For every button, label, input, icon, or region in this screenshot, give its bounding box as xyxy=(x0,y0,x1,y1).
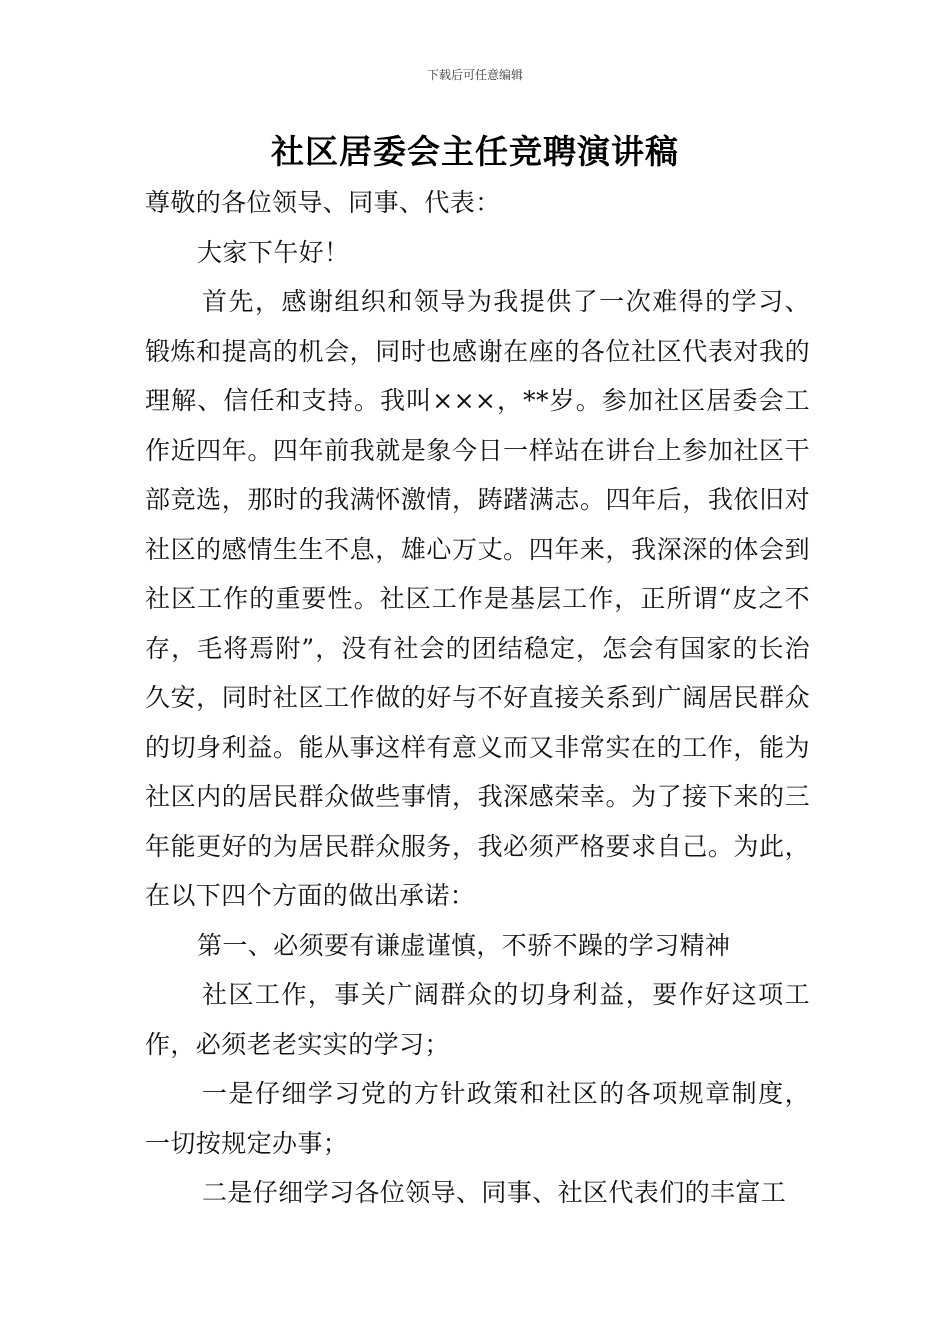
section-heading-1: 第一、必须要有谦虚谨慎，不骄不躁的学习精神 xyxy=(197,930,731,960)
body-paragraph: 社区工作，事关广阔群众的切身利益，要作好这项工作，必须老老实实的学习； xyxy=(145,980,810,1059)
greeting-paragraph: 大家下午好！ xyxy=(197,237,350,267)
document-body xyxy=(145,178,810,1218)
body-paragraph: 一是仔细学习党的方针政策和社区的各项规章制度，一切按规定办事； xyxy=(145,1079,810,1158)
header-note: 下载后可任意编辑 xyxy=(426,68,523,82)
salutation-paragraph: 尊敬的各位领导、同事、代表： xyxy=(145,188,501,217)
intro-paragraph: 首先，感谢组织和领导为我提供了一次难得的学习、锻炼和提高的机会，同时也感谢在座的各位社区代表对我的理解、信任和支持。我叫×××，**岁。参加社区居委会工作近四年。四年前我就是象今日一样站在讲台上参加社区干部竞选，那时的我满怀激情，踌躇满志。四年后，我依旧对社区的感情生生不息，雄心万丈。四年来，我深深的体会到社区工作的重要性。社区工作是基层工作，正所谓“皮之不存，毛将焉附”，没有社会的团结稳定，怎会有国家的长治久安，同时社区工作做的好与不好直接关系到广阔居民群众的切身利益。能从事这样有意义而又非常实在的工作，能为社区内的居民群众做些事情，我深感荣幸。为了接下来的三年能更好的为居民群众服务，我必须严格要求自己。为此，在以下四个方面的做出承诺： xyxy=(145,287,810,910)
body-paragraph: 二是仔细学习各位领导、同事、社区代表们的丰富工 xyxy=(202,1178,787,1207)
document-title: 社区居委会主任竞聘演讲稿 xyxy=(271,132,679,171)
